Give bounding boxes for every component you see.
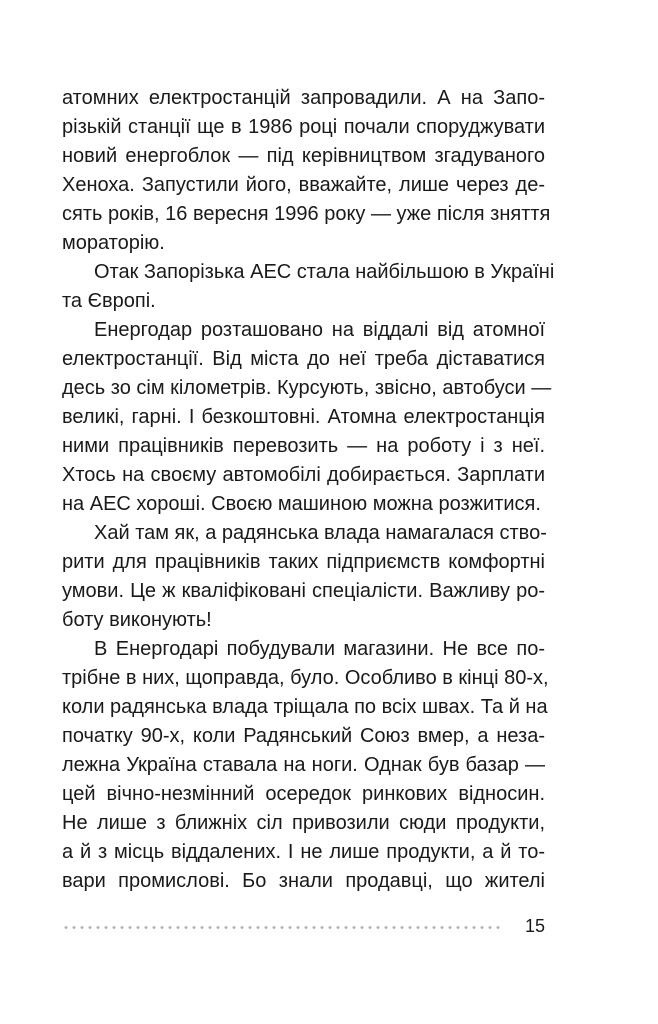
text-line: початку 90-х, коли Радянський Союз вмер, а неза- bbox=[62, 725, 545, 747]
text-line: Хеноха. Запустили його, вважайте, лише через де- bbox=[62, 174, 545, 196]
text-line: а й з місць віддалених. І не лише продукти, а й то- bbox=[62, 841, 545, 863]
text-line: новий енергоблок — під керівництвом згадуваного bbox=[62, 145, 545, 167]
text-line: на АЕС хороші. Своєю машиною можна розжитися. bbox=[62, 493, 541, 515]
text-line: лежна Україна ставала на ноги. Однак був базар — bbox=[62, 754, 545, 776]
text-line: цей вічно-незмінний осередок ринкових відносин. bbox=[62, 783, 545, 805]
dotted-rule bbox=[62, 926, 504, 929]
text-line: різькій станції ще в 1986 році почали споруджувати bbox=[62, 116, 545, 138]
text-line: Енергодар розташовано на віддалі від атомної bbox=[94, 319, 545, 341]
text-line: трібне в них, щоправда, було. Особливо в кінці 80-х, bbox=[62, 667, 549, 689]
text-line: коли радянська влада тріщала по всіх швах. Та й на bbox=[62, 696, 548, 718]
text-line: рити для працівників таких підприємств комфортні bbox=[62, 551, 545, 573]
text-line: боту виконують! bbox=[62, 609, 212, 631]
text-line: атомних електростанцій запровадили. А на Запо- bbox=[62, 87, 545, 109]
text-line: вари промислові. Бо знали продавці, що жителі bbox=[62, 870, 545, 892]
text-line: електростанції. Від міста до неї треба діставатися bbox=[62, 348, 545, 370]
text-line: сять років, 16 вересня 1996 року — уже після зняття bbox=[62, 203, 551, 225]
text-line: мораторію. bbox=[62, 232, 165, 254]
text-line: та Європі. bbox=[62, 290, 156, 312]
text-line: Хтось на своєму автомобілі добирається. Зарплати bbox=[62, 464, 545, 486]
text-line: ними працівників перевозить — на роботу і з неї. bbox=[62, 435, 545, 457]
text-line: Отак Запорізька АЕС стала найбільшою в Україні bbox=[94, 261, 555, 283]
text-line: Не лише з ближніх сіл привозили сюди продукти, bbox=[62, 812, 545, 834]
page-footer bbox=[62, 913, 545, 939]
text-line: великі, гарні. І безкоштовні. Атомна електростанція bbox=[62, 406, 545, 428]
body-text bbox=[62, 84, 555, 896]
text-line: десь зо сім кілометрів. Курсують, звісно, автобуси — bbox=[62, 377, 552, 399]
text-line: В Енергодарі побудували магазини. Не все по- bbox=[94, 638, 545, 660]
text-line: умови. Це ж кваліфіковані спеціалісти. Важливу ро- bbox=[62, 580, 545, 602]
page-number: 15 bbox=[524, 916, 545, 936]
text-line: Хай там як, а радянська влада намагалася ство- bbox=[94, 522, 547, 544]
